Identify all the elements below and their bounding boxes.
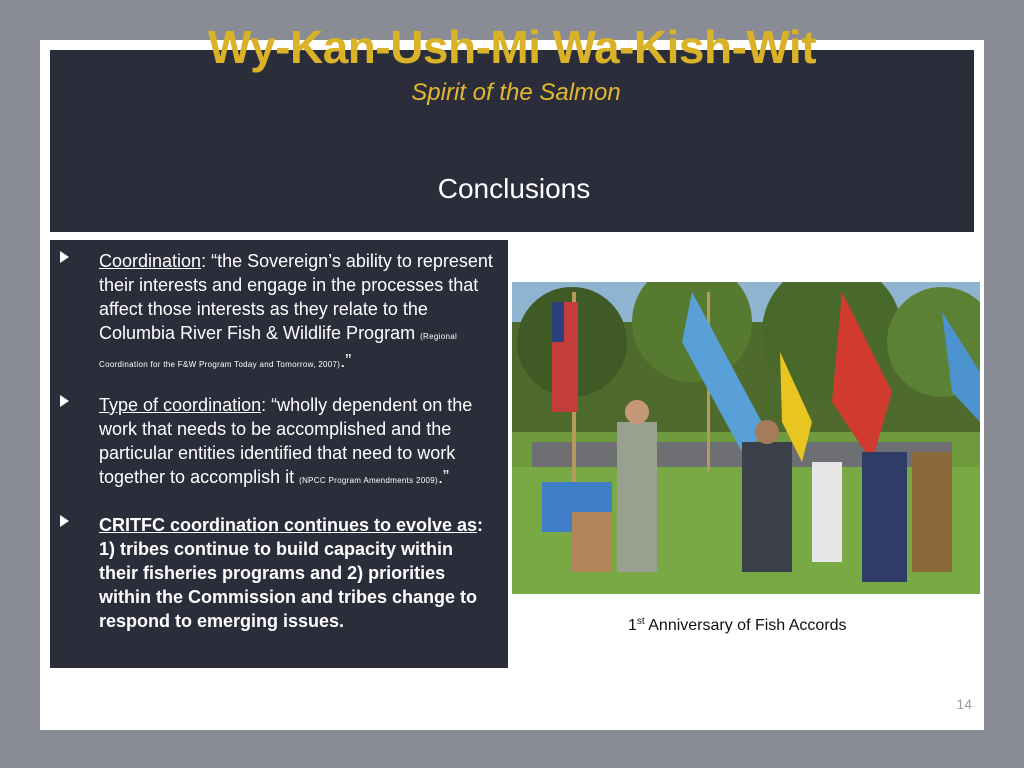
photo-caption: [628, 616, 847, 635]
bullet-term: Type of coordination: [99, 395, 262, 415]
caption-text: Anniversary of Fish Accords: [644, 617, 847, 634]
bullet-citation: (Regional Coordination for the F&W Program Today and Tomorrow, 2007): [99, 332, 458, 369]
bullet-type-of-coordination: [99, 393, 499, 493]
bullet-citation: (NPCC Program Amendments 2009): [299, 476, 438, 485]
slide-subtitle: Spirit of the Salmon: [411, 79, 621, 106]
slide-title: Wy-Kan-Ush-Mi Wa-Kish-Wit: [207, 21, 817, 73]
bullet-close: .”: [437, 467, 449, 487]
bullet-arrow-icon: [60, 395, 69, 407]
caption-superscript: st: [636, 616, 645, 627]
bullet-close: .”: [340, 351, 352, 371]
bullet-text: : “the Sovereign’s ability to represent their interests and engage in the processes that affect those interests as they relate to the Columbia River Fish & Wildlife Program: [99, 251, 493, 343]
bullet-term: Coordination: [99, 251, 202, 271]
bullet-term: CRITFC coordination continues to evolve as: [99, 515, 478, 535]
bullet-critfc: [99, 513, 495, 633]
section-heading: Conclusions: [437, 173, 591, 204]
bullet-text: : 1) tribes continue to build capacity within their fisheries programs and 2) priorities within the Commission and tribes change to respond to emerging issues.: [99, 515, 484, 631]
page-number: 14: [956, 696, 972, 712]
anniversary-photo: [512, 282, 980, 594]
bullet-arrow-icon: [60, 515, 69, 527]
bullet-coordination: [99, 249, 499, 377]
bullet-text: : “wholly dependent on the work that needs to be accomplished and the particular entities identified that need to work together to accomplish it: [99, 395, 473, 487]
bullet-arrow-icon: [60, 251, 69, 263]
caption-number: 1: [628, 617, 637, 634]
